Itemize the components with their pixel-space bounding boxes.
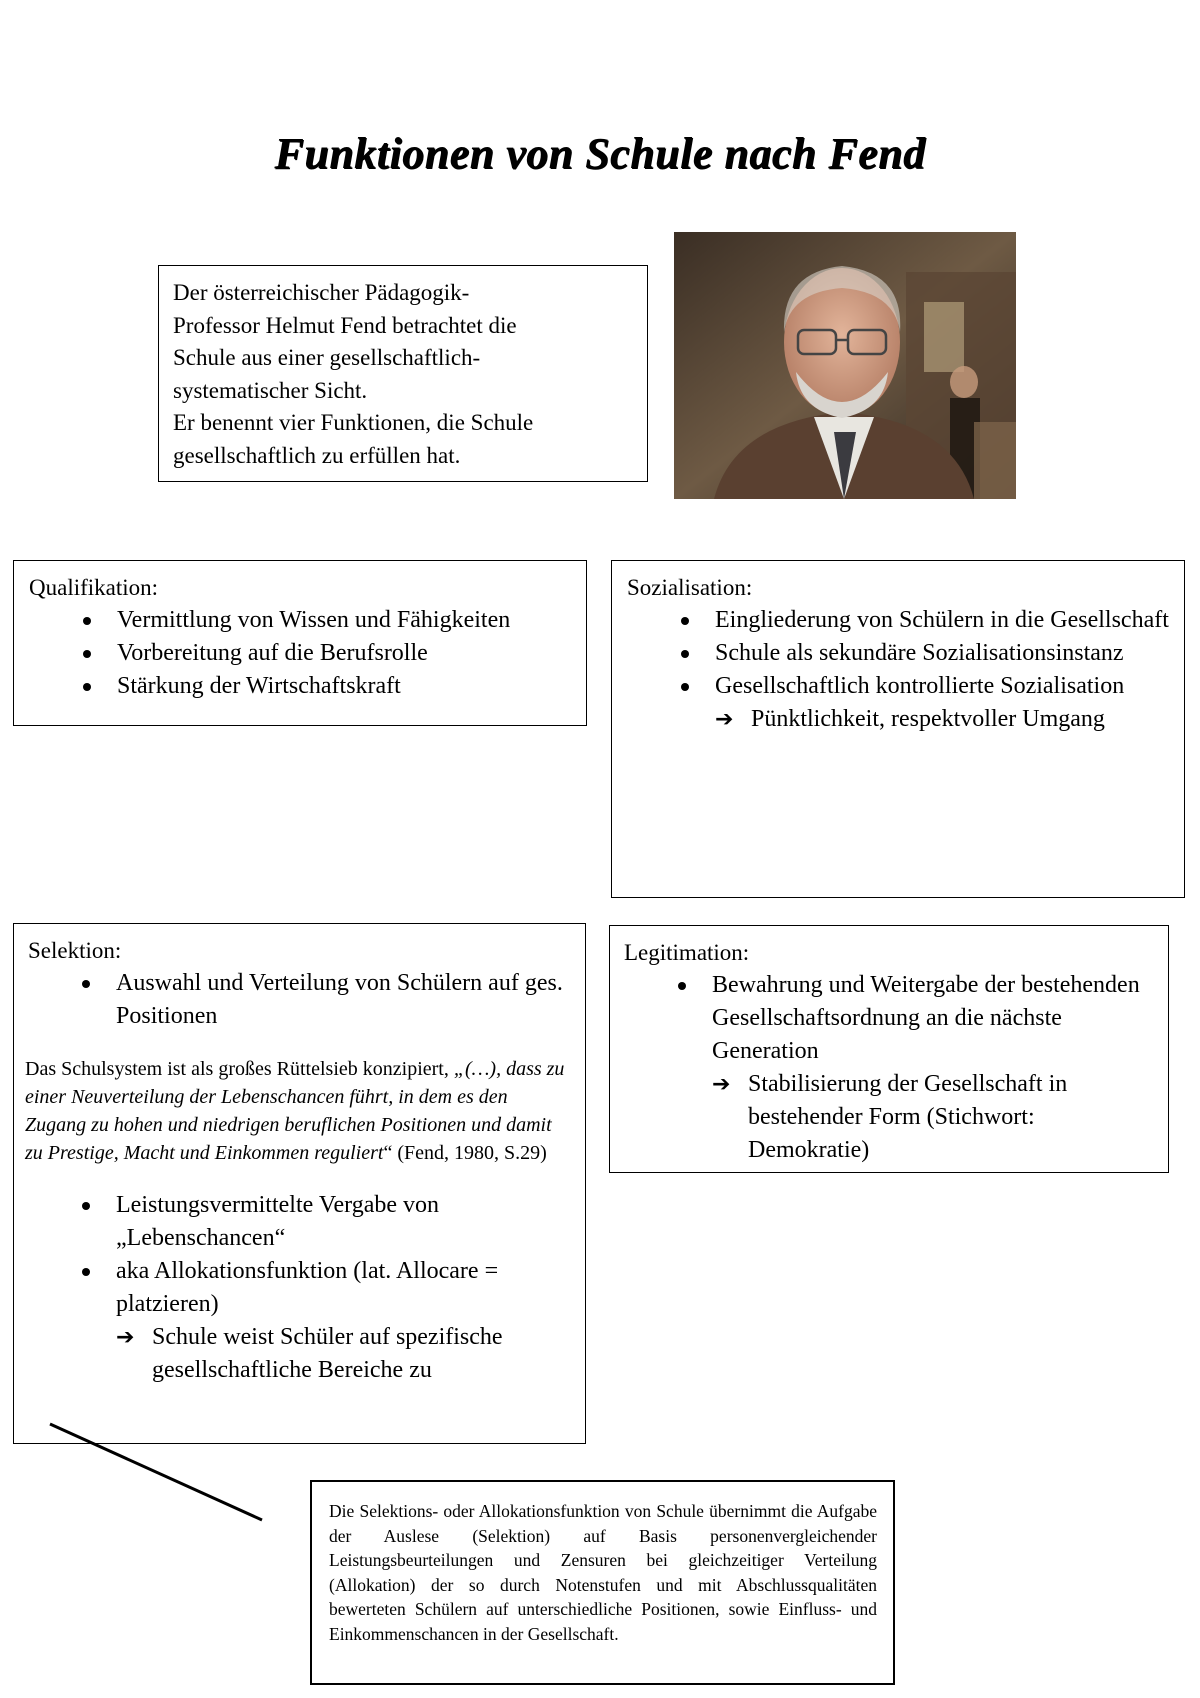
portrait-photo (674, 232, 1016, 499)
sozialisation-heading: Sozialisation: (627, 575, 753, 600)
qualifikation-heading: Qualifikation: (29, 575, 159, 600)
list-item: Eingliederung von Schülern in die Gesellschaft (715, 604, 1169, 637)
list-item: Auswahl und Verteilung von Schülern auf ges. Positionen (116, 967, 571, 1033)
intro-line: Schule aus einer gesellschaftlich- (173, 345, 481, 370)
intro-box (158, 265, 648, 482)
list-item: aka Allokationsfunktion (lat. Allocare = platzieren) (116, 1255, 571, 1321)
selektion-box (13, 923, 586, 1444)
intro-line: Er benennt vier Funktionen, die Schule (173, 410, 534, 435)
page-title: Funktionen von Schule nach Fend (274, 129, 926, 178)
list-item: Vorbereitung auf die Berufsrolle (117, 637, 571, 670)
legitimation-box (609, 925, 1169, 1173)
allocation-note-box (310, 1480, 895, 1685)
conclusion-text: Stabilisierung der Gesellschaft in bestehender Form (Stichwort: Demokratie) (748, 1071, 1068, 1163)
selektion-list-top (28, 967, 571, 1033)
selektion-heading: Selektion: (28, 938, 122, 963)
list-item: Bewahrung und Weitergabe der bestehenden Gesellschaftsordnung an die nächste Generation (712, 969, 1154, 1068)
conclusion-text: Pünktlichkeit, respektvoller Umgang (751, 706, 1105, 732)
legitimation-heading: Legitimation: (624, 940, 750, 965)
arrow-right-icon: ➔ (712, 1072, 731, 1097)
legitimation-conclusion (624, 1068, 1154, 1167)
arrow-right-icon: ➔ (116, 1325, 135, 1350)
list-item: Schule als sekundäre Sozialisationsinstanz (715, 637, 1169, 670)
qualifikation-box (13, 560, 587, 726)
selektion-conclusion (28, 1321, 571, 1387)
intro-line: Der österreichischer Pädagogik- (173, 280, 470, 305)
conclusion-text: Schule weist Schüler auf spezifische gesellschaftliche Bereiche zu (152, 1324, 503, 1383)
sozialisation-conclusion (627, 703, 1169, 736)
intro-line: gesellschaftlich zu erfüllen hat. (173, 442, 461, 468)
quote-source: “ (Fend, 1980, S.29) (383, 1142, 547, 1164)
intro-line: systematischer Sicht. (173, 377, 368, 403)
note-text: Die Selektions- oder Allokationsfunktion von Schule übernimmt die Aufgabe der Auslese (Selektion) auf Basis personenvergleichender Leistungsbeurteilungen und Zensuren bei gleichzeitiger Verteilung (Allokation) der so durch Notenstufen und mit Abschlussqualitäten bewerteten Schülern auf unterschiedliche Positionen, sowie Einfluss- und Einkommenschancen in der Gesellschaft. (329, 1501, 877, 1644)
intro-line: Professor Helmut Fend betrachtet die (173, 312, 517, 338)
quote-intro: Das Schulsystem ist als großes Rüttelsieb konzipiert, (25, 1058, 449, 1080)
quote-text: „(…), dass zu einer Neuverteilung der Lebenschancen führt, in dem es den Zugang zu hohen und niedrigen beruflichen Positionen und damit zu Prestige, Macht und Einkommen reguliert (25, 1058, 565, 1164)
qualifikation-list (29, 604, 571, 703)
list-item: Stärkung der Wirtschaftskraft (117, 670, 571, 703)
sozialisation-box (611, 560, 1185, 898)
sozialisation-list (627, 604, 1169, 703)
list-item: Vermittlung von Wissen und Fähigkeiten (117, 604, 571, 637)
legitimation-list (624, 969, 1154, 1068)
fend-quote (25, 1055, 571, 1167)
selektion-list-bottom (28, 1189, 571, 1321)
list-item: Gesellschaftlich kontrollierte Sozialisation (715, 670, 1169, 703)
list-item: Leistungsvermittelte Vergabe von „Lebenschancen“ (116, 1189, 571, 1255)
arrow-right-icon: ➔ (715, 707, 734, 732)
